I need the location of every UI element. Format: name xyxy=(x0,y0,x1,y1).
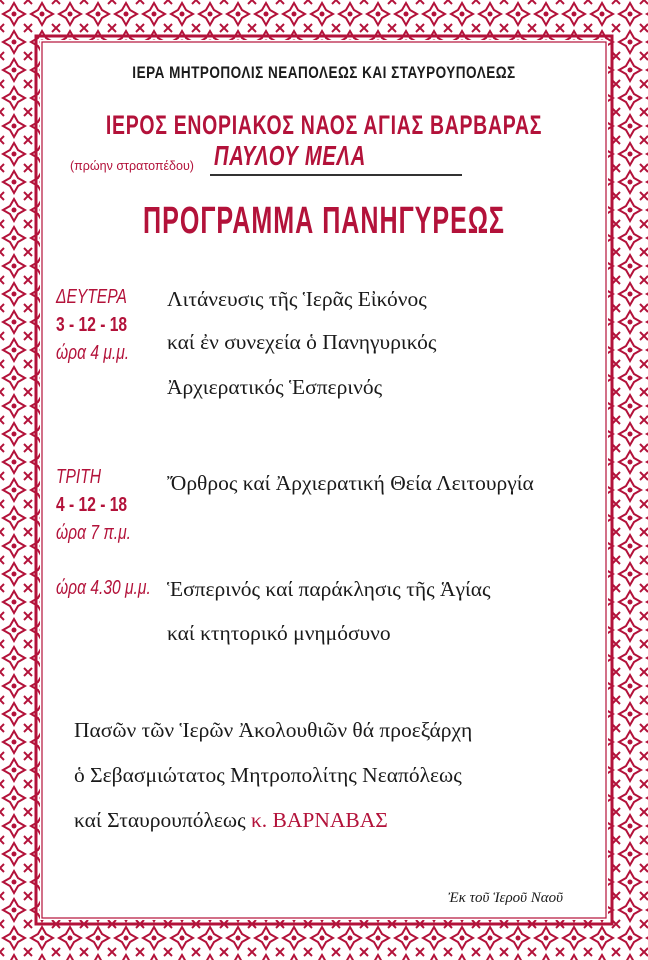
church-name-line2: ΠΑΥΛΟΥ ΜΕΛΑ xyxy=(214,140,366,171)
former-camp-label: (πρώην στρατοπέδου) xyxy=(70,159,194,173)
date-tuesday: 4 - 12 - 18 xyxy=(56,494,128,516)
monday-line-2: καί ἐν συνεχεία ὁ Πανηγυρικός xyxy=(167,330,437,354)
program-title: ΠΡΟΓΡΑΜΜΑ ΠΑΝΗΓΥΡΕΩΣ xyxy=(143,200,505,242)
metropolis-heading: ΙΕΡΑ ΜΗΤΡΟΠΟΛΙΣ ΝΕΑΠΟΛΕΩΣ ΚΑΙ ΣΤΑΥΡΟΥΠΟΛΕΩΣ xyxy=(132,64,516,82)
header-underline xyxy=(210,174,462,176)
time-tuesday-evening: ώρα 4.30 μ.μ. xyxy=(56,577,151,599)
time-monday: ώρα 4 μ.μ. xyxy=(56,342,130,364)
closing-line-3-prefix: καί Σταυρουπόλεως xyxy=(74,808,246,832)
evening-line-2: καί κτητορικό μνημόσυνο xyxy=(167,621,391,645)
metropolitan-name: κ. ΒΑΡΝΑΒΑΣ xyxy=(250,808,388,832)
day-label-monday: ΔΕΥΤΕΡΑ xyxy=(56,286,127,308)
day-label-tuesday: ΤΡΙΤΗ xyxy=(56,466,102,488)
closing-line-3 xyxy=(74,808,388,833)
church-name-line1: ΙΕΡΟΣ ΕΝΟΡΙΑΚΟΣ ΝΑΟΣ ΑΓΙΑΣ ΒΑΡΒΑΡΑΣ xyxy=(105,110,543,140)
closing-line-1: Πασῶν τῶν Ἱερῶν Ἀκολουθιῶν θά προεξάρχη xyxy=(74,718,473,742)
signature: Ἐκ τοῦ Ἱεροῦ Ναοῦ xyxy=(448,890,564,906)
tuesday-line-1: Ὄρθρος καί Ἀρχιερατική Θεία Λειτουργία xyxy=(167,471,534,495)
closing-line-2: ὁ Σεβασμιώτατος Μητροπολίτης Νεαπόλεως xyxy=(74,763,462,787)
time-tuesday-morning: ώρα 7 π.μ. xyxy=(56,522,132,544)
monday-line-3: Ἀρχιερατικός Ἑσπερινός xyxy=(167,375,383,399)
date-monday: 3 - 12 - 18 xyxy=(56,314,128,336)
evening-line-1: Ἑσπερινός καί παράκλησις τῆς Ἁγίας xyxy=(167,577,491,601)
monday-line-1: Λιτάνευσις τῆς Ἱερᾶς Εἰκόνος xyxy=(167,287,427,311)
